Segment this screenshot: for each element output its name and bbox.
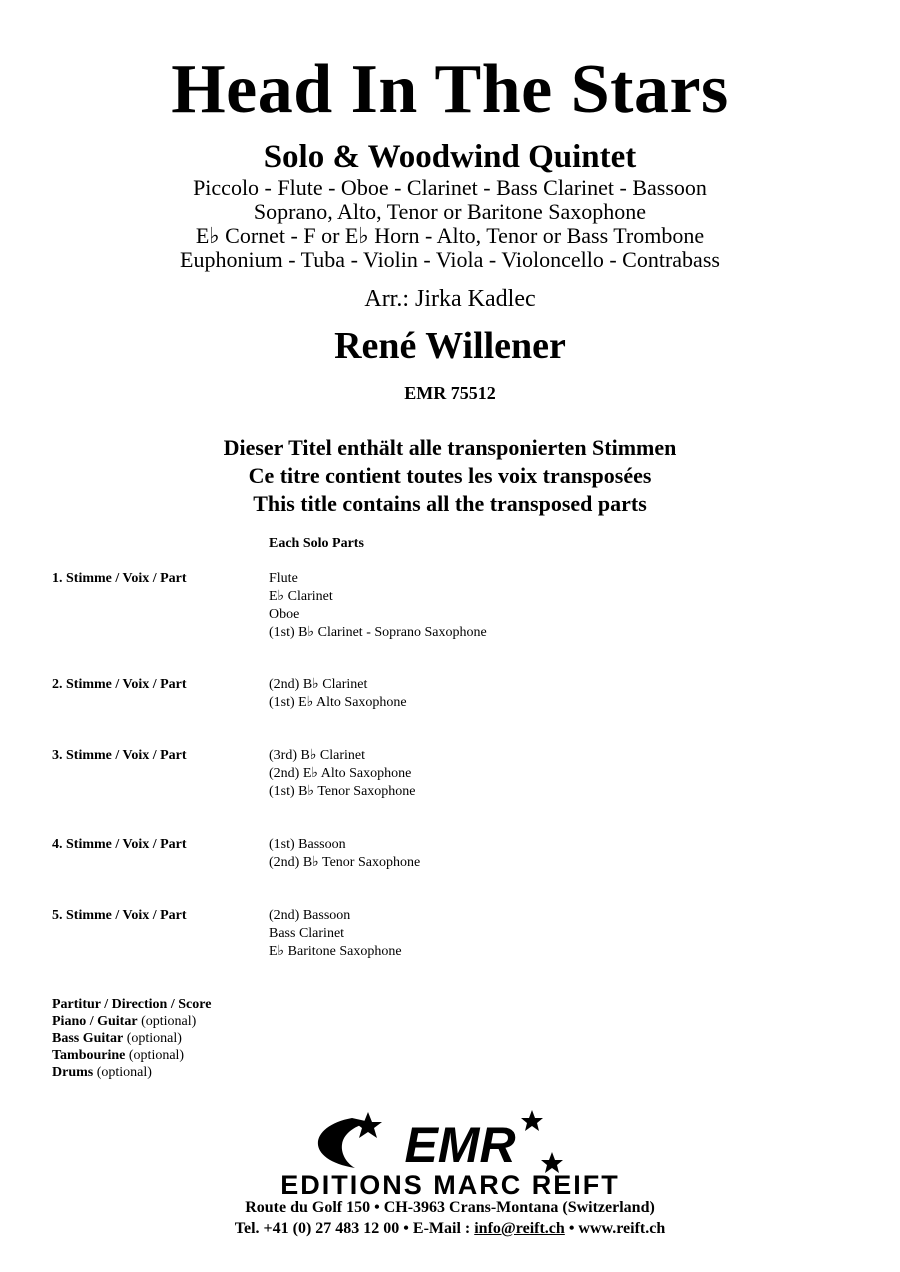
part-instrument: (1st) E♭ Alto Saxophone xyxy=(269,695,407,710)
part-label: 3. Stimme / Voix / Part xyxy=(52,748,187,763)
part-instrument-list xyxy=(269,676,407,712)
part-instrument: (3rd) B♭ Clarinet xyxy=(269,748,366,763)
part-instrument: Bass Clarinet xyxy=(269,926,345,941)
additional-part xyxy=(52,1030,211,1047)
additional-part xyxy=(52,996,211,1013)
part-instrument: (1st) Bassoon xyxy=(269,837,346,852)
additional-part-name: Bass Guitar xyxy=(52,1031,124,1046)
instrument-line: Euphonium - Tuba - Violin - Viola - Violoncello - Contrabass xyxy=(180,247,720,272)
transposition-notice: Dieser Titel enthält alle transponierten Stimmen xyxy=(223,435,677,460)
transposition-notice: This title contains all the transposed parts xyxy=(253,491,647,516)
additional-part-name: Piano / Guitar xyxy=(52,1014,138,1029)
instrument-line: Soprano, Alto, Tenor or Baritone Saxophone xyxy=(253,199,647,224)
part-instrument: (2nd) E♭ Alto Saxophone xyxy=(269,766,412,781)
part-instrument: (1st) B♭ Tenor Saxophone xyxy=(269,784,416,799)
additional-part-note: (optional) xyxy=(96,1065,152,1080)
part-instrument: (2nd) Bassoon xyxy=(269,908,351,923)
additional-part-note: (optional) xyxy=(126,1031,182,1046)
publisher-logo xyxy=(300,1108,620,1178)
logo-text: EMR xyxy=(404,1117,516,1173)
additional-part-name: Tambourine xyxy=(52,1048,126,1063)
part-instrument: E♭ Baritone Saxophone xyxy=(269,944,402,959)
solo-parts-heading: Each Solo Parts xyxy=(269,536,364,551)
transposition-notice: Ce titre contient toutes les voix transposées xyxy=(248,463,652,488)
part-instrument: (2nd) B♭ Tenor Saxophone xyxy=(269,855,421,870)
additional-parts-list xyxy=(52,996,211,1081)
publisher-contact xyxy=(0,1219,900,1239)
email-label: E-Mail : xyxy=(412,1220,471,1237)
part-label: 2. Stimme / Voix / Part xyxy=(52,677,187,692)
part-instrument-list xyxy=(269,747,416,801)
publisher-name: EDITIONS MARC REIFT xyxy=(280,1170,620,1200)
part-label: 1. Stimme / Voix / Part xyxy=(52,571,187,586)
additional-part-name: Partitur / Direction / Score xyxy=(52,997,212,1012)
part-instrument: (2nd) B♭ Clarinet xyxy=(269,677,368,692)
publisher-email-link[interactable]: info@reift.ch xyxy=(474,1220,565,1237)
publisher-phone: Tel. +41 (0) 27 483 12 00 xyxy=(234,1220,400,1237)
additional-part-note: (optional) xyxy=(128,1048,185,1063)
piece-subtitle: Solo & Woodwind Quintet xyxy=(263,139,637,175)
publisher-website-link[interactable]: www.reift.ch xyxy=(578,1220,666,1237)
instrument-line: E♭ Cornet - F or E♭ Horn - Alto, Tenor or Bass Trombone xyxy=(195,223,705,248)
additional-part-name: Drums xyxy=(52,1065,94,1080)
part-instrument-list xyxy=(269,836,420,872)
arranger: Arr.: Jirka Kadlec xyxy=(364,286,536,312)
additional-part xyxy=(52,1064,211,1081)
publisher-address: Route du Golf 150 • CH-3963 Crans-Montana (Switzerland) xyxy=(245,1199,655,1216)
additional-part-note: (optional) xyxy=(141,1014,197,1029)
star-icon xyxy=(521,1110,543,1131)
part-instrument: Flute xyxy=(269,571,298,586)
part-label: 5. Stimme / Voix / Part xyxy=(52,908,187,923)
additional-part xyxy=(52,1013,211,1030)
part-instrument-list xyxy=(269,570,487,642)
star-icon xyxy=(354,1112,382,1138)
catalog-number: EMR 75512 xyxy=(404,383,496,403)
part-label: 4. Stimme / Voix / Part xyxy=(52,837,187,852)
composer: René Willener xyxy=(334,325,566,367)
part-instrument: Oboe xyxy=(269,607,300,622)
part-instrument-list xyxy=(269,907,402,961)
additional-part xyxy=(52,1047,211,1064)
separator-bullet: • xyxy=(568,1220,575,1237)
instrument-line: Piccolo - Flute - Oboe - Clarinet - Bass Clarinet - Bassoon xyxy=(193,175,707,200)
separator-bullet: • xyxy=(403,1220,409,1237)
piece-title: Head In The Stars xyxy=(171,51,729,128)
part-instrument: (1st) B♭ Clarinet - Soprano Saxophone xyxy=(269,625,487,640)
part-instrument: E♭ Clarinet xyxy=(269,589,333,604)
